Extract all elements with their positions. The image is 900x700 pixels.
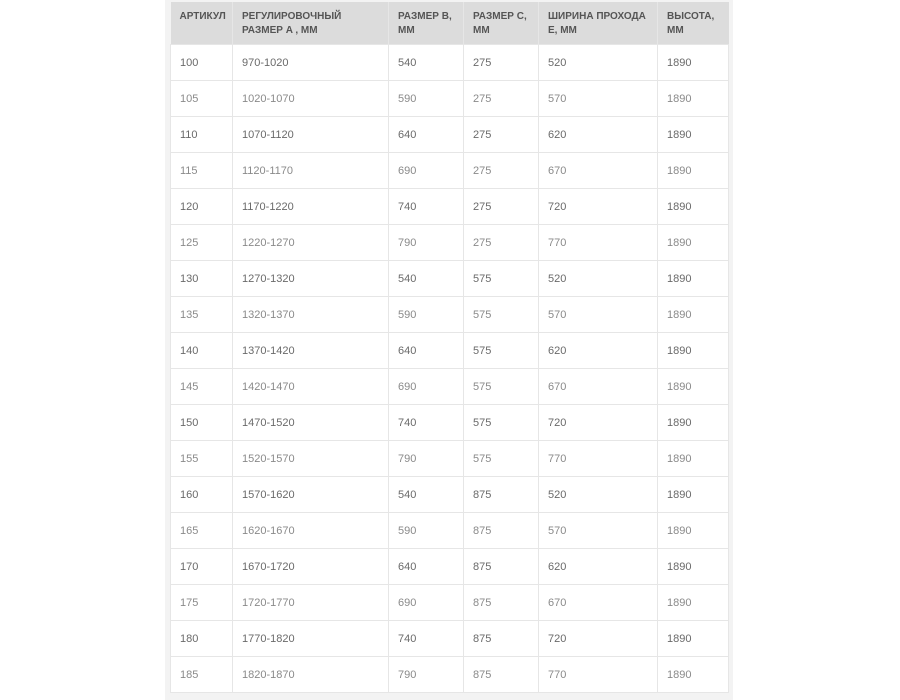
cell-passage-width-e: 620 <box>539 117 658 153</box>
cell-passage-width-e: 670 <box>539 369 658 405</box>
cell-passage-width-e: 520 <box>539 261 658 297</box>
cell-size-b: 690 <box>389 585 464 621</box>
table-row <box>171 621 729 657</box>
header-passage-width-e: ШИРИНА ПРОХОДА E, ММ <box>539 2 658 45</box>
cell-height: 1890 <box>658 81 729 117</box>
cell-size-b: 590 <box>389 513 464 549</box>
cell-size-c: 575 <box>464 441 539 477</box>
cell-article: 185 <box>171 657 233 693</box>
cell-passage-width-e: 520 <box>539 477 658 513</box>
header-size-a: РЕГУЛИРОВОЧНЫЙ РАЗМЕР A , ММ <box>233 2 389 45</box>
cell-passage-width-e: 570 <box>539 81 658 117</box>
cell-size-b: 690 <box>389 153 464 189</box>
cell-height: 1890 <box>658 549 729 585</box>
cell-passage-width-e: 670 <box>539 585 658 621</box>
cell-size-c: 575 <box>464 405 539 441</box>
cell-size-a: 970-1020 <box>233 45 389 81</box>
cell-size-c: 275 <box>464 153 539 189</box>
cell-size-a: 1420-1470 <box>233 369 389 405</box>
cell-size-a: 1620-1670 <box>233 513 389 549</box>
cell-size-c: 275 <box>464 81 539 117</box>
cell-size-a: 1170-1220 <box>233 189 389 225</box>
table-row <box>171 45 729 81</box>
table-row <box>171 657 729 693</box>
cell-article: 100 <box>171 45 233 81</box>
cell-passage-width-e: 520 <box>539 45 658 81</box>
cell-size-c: 875 <box>464 513 539 549</box>
cell-size-b: 740 <box>389 405 464 441</box>
cell-article: 165 <box>171 513 233 549</box>
cell-passage-width-e: 570 <box>539 513 658 549</box>
table-row <box>171 549 729 585</box>
cell-passage-width-e: 720 <box>539 189 658 225</box>
cell-size-a: 1070-1120 <box>233 117 389 153</box>
cell-size-c: 875 <box>464 585 539 621</box>
table-row <box>171 333 729 369</box>
cell-height: 1890 <box>658 477 729 513</box>
cell-size-b: 690 <box>389 369 464 405</box>
cell-size-a: 1370-1420 <box>233 333 389 369</box>
cell-passage-width-e: 670 <box>539 153 658 189</box>
cell-height: 1890 <box>658 621 729 657</box>
header-article: АРТИКУЛ <box>171 2 233 45</box>
table-row <box>171 513 729 549</box>
cell-article: 150 <box>171 405 233 441</box>
table-row <box>171 441 729 477</box>
cell-size-b: 640 <box>389 117 464 153</box>
cell-size-a: 1570-1620 <box>233 477 389 513</box>
cell-size-b: 740 <box>389 621 464 657</box>
cell-article: 110 <box>171 117 233 153</box>
cell-size-a: 1120-1170 <box>233 153 389 189</box>
table-body <box>171 45 729 693</box>
table-container <box>165 0 733 700</box>
cell-passage-width-e: 720 <box>539 621 658 657</box>
cell-article: 145 <box>171 369 233 405</box>
cell-size-b: 590 <box>389 297 464 333</box>
cell-height: 1890 <box>658 225 729 261</box>
cell-size-c: 275 <box>464 45 539 81</box>
cell-size-a: 1670-1720 <box>233 549 389 585</box>
cell-passage-width-e: 620 <box>539 549 658 585</box>
cell-passage-width-e: 720 <box>539 405 658 441</box>
cell-size-b: 640 <box>389 549 464 585</box>
cell-passage-width-e: 770 <box>539 225 658 261</box>
cell-size-b: 740 <box>389 189 464 225</box>
table-row <box>171 261 729 297</box>
cell-size-c: 875 <box>464 657 539 693</box>
cell-size-a: 1320-1370 <box>233 297 389 333</box>
cell-article: 125 <box>171 225 233 261</box>
cell-height: 1890 <box>658 117 729 153</box>
size-table <box>170 2 729 693</box>
cell-size-b: 590 <box>389 81 464 117</box>
cell-height: 1890 <box>658 45 729 81</box>
table-row <box>171 189 729 225</box>
cell-article: 115 <box>171 153 233 189</box>
cell-size-a: 1520-1570 <box>233 441 389 477</box>
cell-height: 1890 <box>658 513 729 549</box>
cell-height: 1890 <box>658 333 729 369</box>
cell-size-a: 1220-1270 <box>233 225 389 261</box>
cell-article: 175 <box>171 585 233 621</box>
cell-size-b: 790 <box>389 441 464 477</box>
cell-height: 1890 <box>658 657 729 693</box>
cell-article: 180 <box>171 621 233 657</box>
header-row <box>171 2 729 45</box>
cell-size-c: 875 <box>464 549 539 585</box>
cell-article: 105 <box>171 81 233 117</box>
header-height: ВЫСОТА, ММ <box>658 2 729 45</box>
cell-height: 1890 <box>658 261 729 297</box>
cell-size-b: 640 <box>389 333 464 369</box>
cell-size-c: 275 <box>464 189 539 225</box>
cell-height: 1890 <box>658 441 729 477</box>
cell-size-a: 1770-1820 <box>233 621 389 657</box>
cell-height: 1890 <box>658 405 729 441</box>
cell-size-c: 275 <box>464 117 539 153</box>
table-row <box>171 405 729 441</box>
cell-article: 160 <box>171 477 233 513</box>
cell-article: 140 <box>171 333 233 369</box>
cell-size-a: 1470-1520 <box>233 405 389 441</box>
cell-height: 1890 <box>658 153 729 189</box>
cell-article: 120 <box>171 189 233 225</box>
cell-size-b: 540 <box>389 45 464 81</box>
cell-size-c: 875 <box>464 477 539 513</box>
cell-article: 170 <box>171 549 233 585</box>
cell-size-c: 275 <box>464 225 539 261</box>
cell-size-b: 790 <box>389 225 464 261</box>
cell-size-c: 875 <box>464 621 539 657</box>
cell-size-c: 575 <box>464 369 539 405</box>
cell-size-b: 540 <box>389 261 464 297</box>
cell-height: 1890 <box>658 189 729 225</box>
cell-passage-width-e: 570 <box>539 297 658 333</box>
cell-size-b: 790 <box>389 657 464 693</box>
table-row <box>171 153 729 189</box>
cell-passage-width-e: 620 <box>539 333 658 369</box>
cell-size-a: 1720-1770 <box>233 585 389 621</box>
cell-height: 1890 <box>658 297 729 333</box>
header-size-b: РАЗМЕР B, ММ <box>389 2 464 45</box>
table-row <box>171 477 729 513</box>
cell-size-b: 540 <box>389 477 464 513</box>
cell-size-a: 1820-1870 <box>233 657 389 693</box>
cell-passage-width-e: 770 <box>539 657 658 693</box>
table-row <box>171 81 729 117</box>
cell-size-a: 1270-1320 <box>233 261 389 297</box>
cell-article: 135 <box>171 297 233 333</box>
table-row <box>171 117 729 153</box>
cell-height: 1890 <box>658 585 729 621</box>
table-header <box>171 2 729 45</box>
cell-article: 130 <box>171 261 233 297</box>
cell-size-c: 575 <box>464 333 539 369</box>
cell-size-a: 1020-1070 <box>233 81 389 117</box>
cell-article: 155 <box>171 441 233 477</box>
table-row <box>171 585 729 621</box>
cell-size-c: 575 <box>464 261 539 297</box>
cell-size-c: 575 <box>464 297 539 333</box>
cell-passage-width-e: 770 <box>539 441 658 477</box>
header-size-c: РАЗМЕР C, ММ <box>464 2 539 45</box>
cell-height: 1890 <box>658 369 729 405</box>
table-row <box>171 297 729 333</box>
table-row <box>171 225 729 261</box>
table-row <box>171 369 729 405</box>
